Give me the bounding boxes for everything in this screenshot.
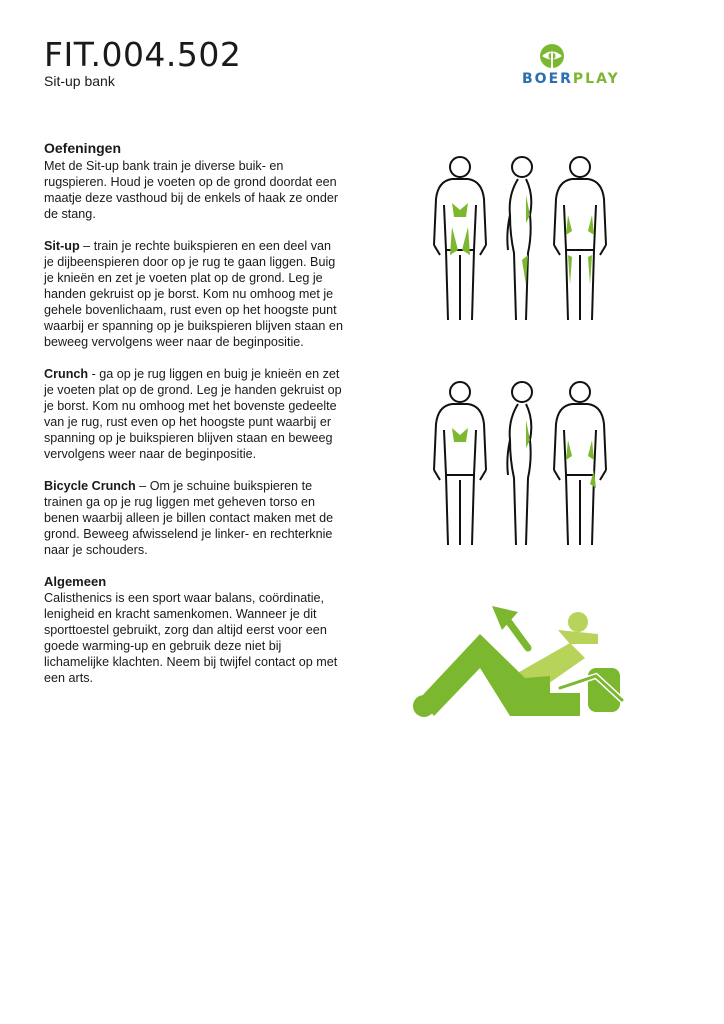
situp-pictogram-icon xyxy=(410,598,640,728)
brand-logo-text xyxy=(522,71,620,87)
page-title: FIT.004.502 xyxy=(44,35,242,74)
crunch-paragraph xyxy=(44,366,344,462)
exercises-heading: Oefeningen xyxy=(44,140,122,156)
exercise-text xyxy=(44,140,344,702)
bicycle-text: – Om je schuine buikspieren te trainen ga op je rug liggen met geheven torso en benen waarbij alleen je billen contact maken met de grond. Beweeg afwisselend je linker- en rechterknie naar je schouders. xyxy=(44,479,334,557)
situp-paragraph xyxy=(44,238,344,350)
situp-text: – train je rechte buikspieren en een deel van je dijbeenspieren door op je rug te gaan liggen. Buig je knieën en zet je voeten plat op de grond. Leg je handen gekruist op je borst. Kom nu omhoog met je gehele bovenlichaam, rust even op het hoogste punt waarbij er spanning op je buikspieren blijven staan en beweeg vervolgens weer naar de beginpositie. xyxy=(44,239,343,349)
general-text: Calisthenics is een sport waar balans, coördinatie, lenigheid en kracht samenkomen. Wanneer je dit sporttoestel gebruikt, zorg dan altijd eerst voor een goede warming-up en gebruik deze niet bij lichamelijke klachten. Neem bij twijfel contact op met een arts. xyxy=(44,591,338,685)
page-subtitle: Sit-up bank xyxy=(44,73,115,89)
muscle-figures-situp-icon xyxy=(420,155,620,340)
crunch-label: Crunch xyxy=(44,367,89,381)
logo-text-boer: BOER xyxy=(522,71,573,87)
exercises-intro: Met de Sit-up bank train je diverse buik- en rugspieren. Houd je voeten op de grond doordat een maatje deze vasthoud bij de enkels of haak ze onder de stang. xyxy=(44,159,339,221)
logo-text-play: PLAY xyxy=(572,71,620,87)
general-heading: Algemeen xyxy=(44,574,107,589)
crunch-text: - ga op je rug liggen en buig je knieën en zet je voeten plat op de grond. Leg je handen gekruist op je borst. Kom nu omhoog met het bovenste gedeelte van je rug, rust even op het hoogste punt waarbij er spanning op je buikspieren blijven staan en beweeg vervolgens weer naar de beginpositie. xyxy=(44,367,342,461)
situp-label: Sit-up xyxy=(44,239,80,253)
bicycle-label: Bicycle Crunch xyxy=(44,479,136,493)
muscle-figures-crunch-icon xyxy=(420,380,620,565)
bicycle-paragraph xyxy=(44,478,344,558)
